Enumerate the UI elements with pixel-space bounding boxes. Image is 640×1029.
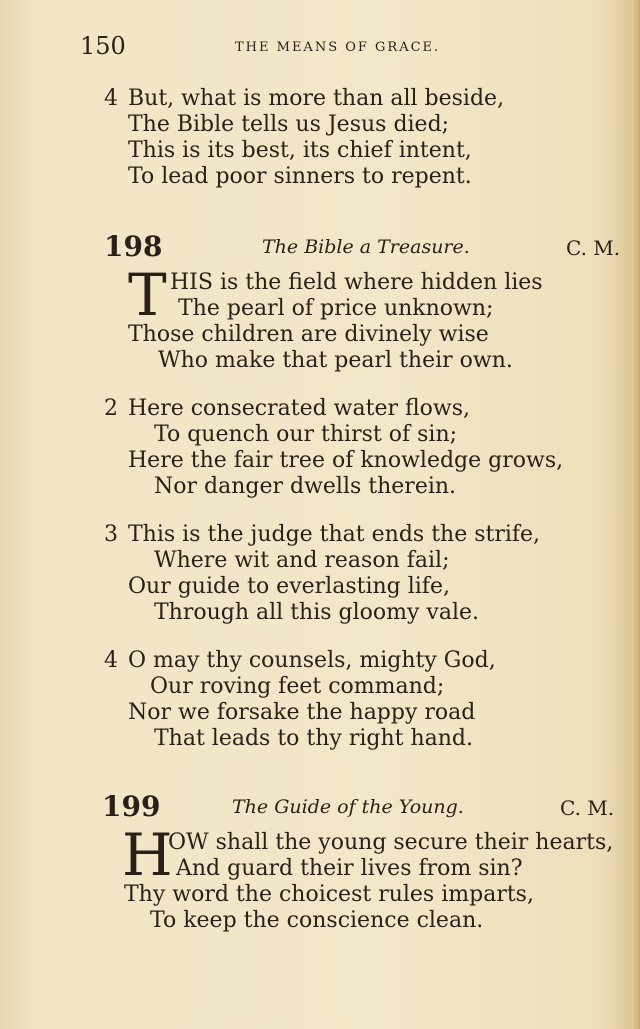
verse-line: Here the fair tree of knowledge grows, xyxy=(128,448,564,473)
verse-line: To lead poor sinners to repent. xyxy=(128,164,472,189)
stanza-number: 4 xyxy=(104,648,118,673)
verse-line: 4 But, what is more than all beside, xyxy=(104,86,505,111)
verse-line: Our roving feet command; xyxy=(150,674,445,699)
verse-line: 2 Here consecrated water flows, xyxy=(104,396,471,421)
hymn-number: 199 xyxy=(102,790,161,823)
hymn-199-heading xyxy=(0,790,640,822)
drop-cap: T xyxy=(128,261,167,329)
drop-cap: H xyxy=(122,821,173,889)
verse-line: To quench our thirst of sin; xyxy=(154,422,458,447)
verse-line: 4 O may thy counsels, mighty God, xyxy=(104,648,496,673)
verse-line: This is its best, its chief intent, xyxy=(128,138,472,163)
verse-line: Thy word the choicest rules imparts, xyxy=(124,882,534,907)
verse-line: Nor danger dwells therein. xyxy=(154,474,457,499)
verse-line: Nor we forsake the happy road xyxy=(128,700,476,725)
stanza-number: 4 xyxy=(104,86,118,111)
verse-line: That leads to thy right hand. xyxy=(154,726,474,751)
verse-line: Our guide to everlasting life, xyxy=(128,574,450,599)
verse-line: Where wit and reason fail; xyxy=(154,548,450,573)
hymn-meter: C. M. xyxy=(566,236,621,260)
verse-line: HIS is the field where hidden lies xyxy=(170,270,543,295)
page-edge xyxy=(632,0,640,1029)
verse-line: The Bible tells us Jesus died; xyxy=(128,112,450,137)
verse-line: Those children are divinely wise xyxy=(128,322,489,347)
hymn-title: The Guide of the Young. xyxy=(232,796,464,818)
running-header xyxy=(80,32,600,62)
verse-line: The pearl of price unknown; xyxy=(178,296,494,321)
verse-line: Who make that pearl their own. xyxy=(158,348,513,373)
verse-line: OW shall the young secure their hearts, xyxy=(168,830,614,855)
verse-line: And guard their lives from sin? xyxy=(176,856,523,881)
page-number: 150 xyxy=(80,32,126,60)
verse-line: To keep the conscience clean. xyxy=(150,908,484,933)
verse-line: Through all this gloomy vale. xyxy=(154,600,480,625)
hymn-meter: C. M. xyxy=(560,796,615,820)
hymn-title: The Bible a Treasure. xyxy=(262,236,470,258)
hymn-198-heading xyxy=(0,230,640,262)
running-title: THE MEANS OF GRACE. xyxy=(235,40,441,55)
stanza-number: 3 xyxy=(104,522,118,547)
hymn-number: 198 xyxy=(104,230,163,263)
verse-line: 3 This is the judge that ends the strife, xyxy=(104,522,541,547)
stanza-number: 2 xyxy=(104,396,118,421)
